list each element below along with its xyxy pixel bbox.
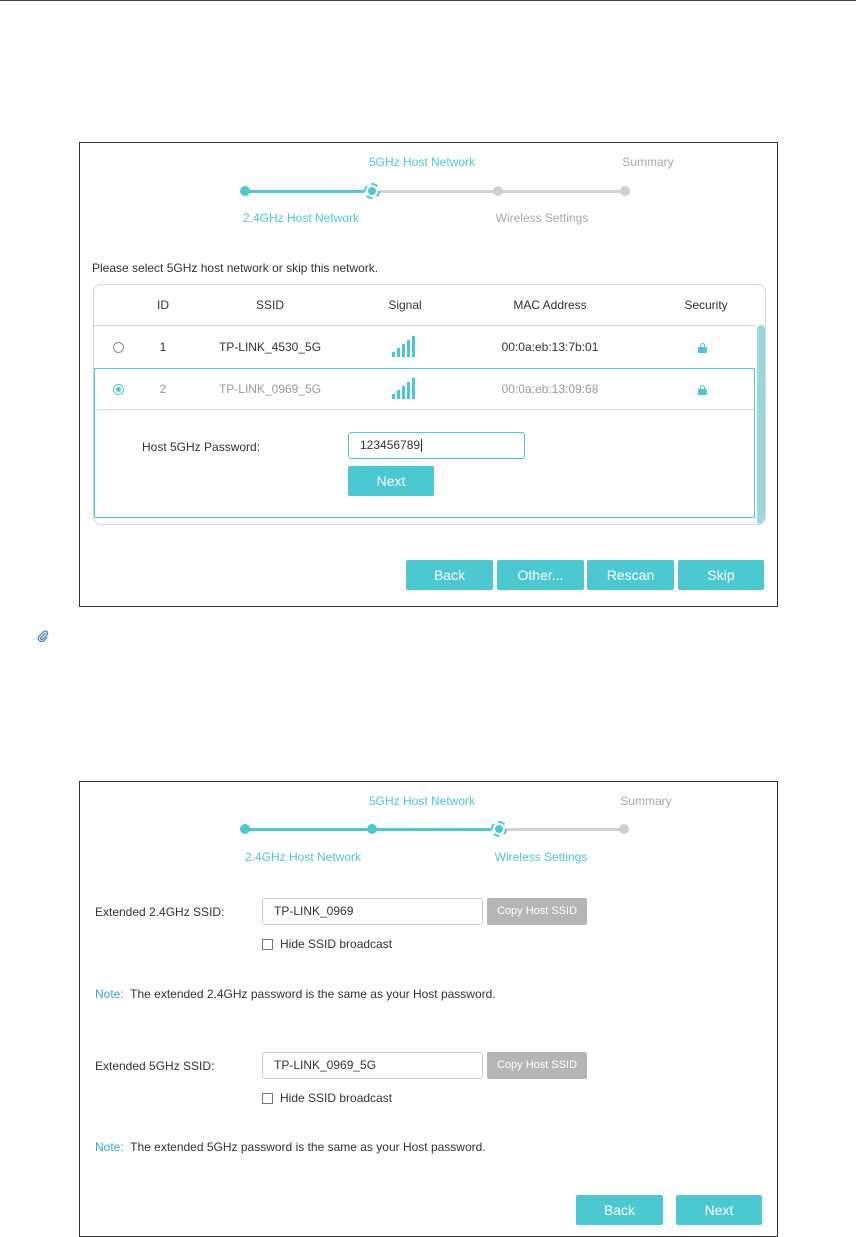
progress-track-pending — [500, 828, 624, 831]
step-label-5ghz-host-network: 5GHz Host Network — [368, 794, 476, 808]
step-label-summary: Summary — [620, 794, 672, 808]
step-label-wireless-settings: Wireless Settings — [494, 850, 588, 864]
back-button[interactable]: Back — [406, 560, 493, 590]
lock-icon — [698, 343, 707, 353]
note-text: The extended 5GHz password is the same as your Host password. — [130, 1140, 486, 1154]
extended-24ghz-ssid-label: Extended 2.4GHz SSID: — [95, 905, 225, 919]
note-key: Note: — [95, 987, 124, 1001]
other-button[interactable]: Other... — [497, 560, 584, 590]
note-5ghz — [95, 1140, 486, 1154]
hide-ssid-24ghz-label: Hide SSID broadcast — [280, 937, 393, 951]
progress-track-done — [245, 190, 372, 193]
back-button[interactable]: Back — [576, 1195, 663, 1225]
host-5ghz-network-panel — [79, 142, 778, 607]
row-radio[interactable] — [113, 342, 124, 353]
extended-24ghz-ssid-input[interactable]: TP-LINK_0969 — [262, 898, 483, 925]
extended-5ghz-ssid-input[interactable]: TP-LINK_0969_5G — [262, 1052, 483, 1079]
row-id: 1 — [159, 340, 167, 354]
selected-row-expanded — [94, 368, 755, 518]
step-label-24ghz-host-network: 2.4GHz Host Network — [244, 850, 362, 864]
hide-ssid-24ghz-checkbox[interactable] — [262, 939, 273, 950]
host-password-input[interactable] — [348, 432, 525, 459]
row-ssid: TP-LINK_0969_5G — [218, 382, 322, 396]
step-label-wireless-settings: Wireless Settings — [495, 211, 589, 225]
step-dot-done — [367, 824, 377, 834]
row-ssid: TP-LINK_4530_5G — [218, 340, 322, 354]
password-next-button[interactable]: Next — [348, 466, 434, 496]
step-dot-done — [240, 824, 250, 834]
step-label-24ghz-host-network: 2.4GHz Host Network — [242, 211, 360, 225]
row-mac-address: 00:0a:eb:13:7b:01 — [501, 340, 599, 354]
skip-button[interactable]: Skip — [678, 560, 764, 590]
signal-bars-icon — [392, 377, 418, 399]
step-dot-current — [491, 821, 507, 837]
column-header-mac-address: MAC Address — [513, 298, 587, 312]
step-dot-done — [240, 186, 250, 196]
row-divider — [95, 409, 754, 410]
step-dot-current — [364, 183, 380, 199]
note-24ghz — [95, 987, 496, 1001]
step-label-5ghz-host-network: 5GHz Host Network — [368, 155, 476, 169]
next-button[interactable]: Next — [676, 1195, 762, 1225]
host-password-value: 123456789 — [360, 438, 421, 452]
note-key: Note: — [95, 1140, 124, 1154]
row-id: 2 — [159, 382, 167, 396]
copy-host-ssid-24ghz-button[interactable]: Copy Host SSID — [487, 898, 587, 925]
column-header-id: ID — [157, 298, 169, 312]
row-radio-selected[interactable] — [113, 384, 124, 395]
top-rule — [0, 0, 856, 1]
signal-bars-icon — [392, 335, 418, 357]
table-scrollbar[interactable] — [757, 325, 765, 525]
step-dot-pending — [619, 824, 629, 834]
rescan-button[interactable]: Rescan — [587, 560, 674, 590]
step-label-summary: Summary — [622, 155, 674, 169]
lock-icon — [698, 385, 707, 395]
hide-ssid-5ghz-label: Hide SSID broadcast — [280, 1091, 393, 1105]
copy-host-ssid-5ghz-button[interactable]: Copy Host SSID — [487, 1052, 587, 1079]
host-password-label: Host 5GHz Password: — [142, 440, 261, 454]
step-dot-pending — [620, 186, 630, 196]
extended-5ghz-ssid-label: Extended 5GHz SSID: — [95, 1059, 215, 1073]
hide-ssid-5ghz-checkbox[interactable] — [262, 1093, 273, 1104]
paperclip-icon — [37, 630, 49, 642]
note-text: The extended 2.4GHz password is the same as your Host password. — [130, 987, 496, 1001]
instruction-text: Please select 5GHz host network or skip this network. — [92, 261, 379, 275]
step-dot-pending — [493, 186, 503, 196]
network-table — [93, 284, 766, 525]
row-mac-address: 00:0a:eb:13:09:68 — [501, 382, 599, 396]
column-header-security: Security — [684, 298, 728, 312]
row-divider — [94, 325, 756, 326]
column-header-signal: Signal — [388, 298, 422, 312]
column-header-ssid: SSID — [255, 298, 285, 312]
wireless-settings-panel — [79, 781, 778, 1237]
